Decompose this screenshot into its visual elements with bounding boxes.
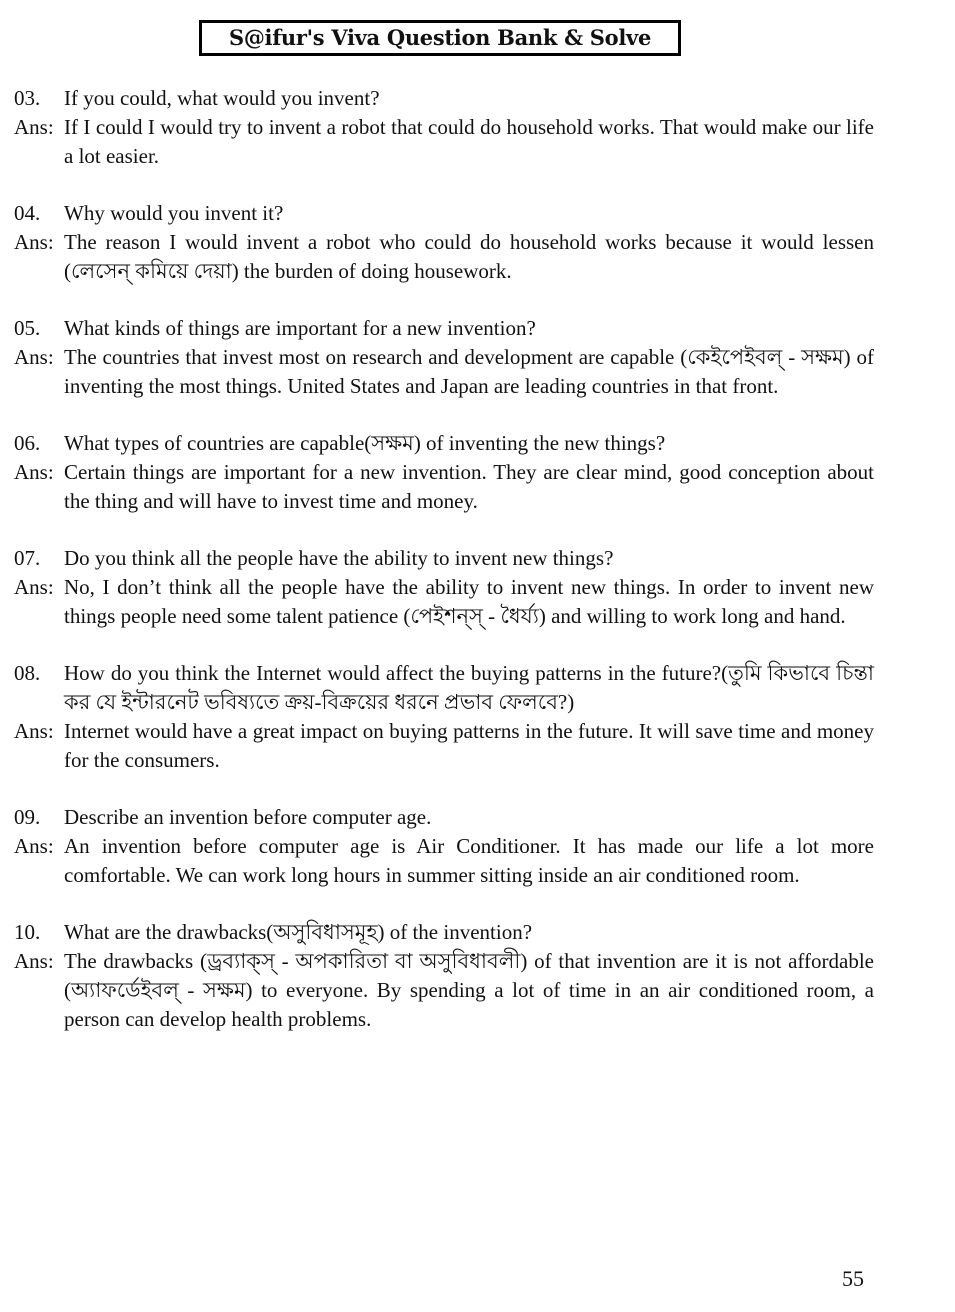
question-number: 07.: [14, 546, 41, 570]
answer-label: Ans:: [14, 834, 54, 858]
answer-text: Certain things are important for a new invention. They are clear mind, good conception about the thing and will have to invest time and money.: [64, 460, 874, 513]
answer-row: [14, 458, 874, 516]
question-text: Describe an invention before computer age.: [64, 805, 432, 829]
question-number: 06.: [14, 431, 41, 455]
qa-item-08: [14, 659, 874, 775]
question-number: 04.: [14, 201, 41, 225]
question-text: What kinds of things are important for a new invention?: [64, 316, 536, 340]
answer-label: Ans:: [14, 949, 54, 973]
qa-item-03: [14, 84, 874, 171]
answer-text: Internet would have a great impact on buying patterns in the future. It will save time and money for the consumers.: [64, 719, 874, 772]
page-title: S@ifur's Viva Question Bank & Solve: [199, 20, 681, 56]
question-text: Do you think all the people have the ability to invent new things?: [64, 546, 614, 570]
question-text: Why would you invent it?: [64, 201, 284, 225]
answer-label: Ans:: [14, 575, 54, 599]
answer-text: No, I don’t think all the people have the ability to invent new things. In order to invent new things people need some talent patience (পেইশন্স্ - ধৈর্য্য) and willing to work long and hand.: [64, 575, 874, 628]
answer-label: Ans:: [14, 719, 54, 743]
answer-row: [14, 573, 874, 631]
answer-text: The countries that invest most on research and development are capable (কেইপেইবল্ - সক্ষম) of inventing the most things. United States and Japan are leading countries in that front.: [64, 345, 874, 398]
question-number: 05.: [14, 316, 41, 340]
page-number: 55: [842, 1266, 864, 1291]
question-text: How do you think the Internet would affect the buying patterns in the future?(তুমি কিভাবে চিন্তা কর যে ইন্টারনেট ভবিষ্যতে ক্রয়-বিক্রয়ের ধরনে প্রভাব ফেলবে?): [64, 661, 874, 714]
answer-row: [14, 947, 874, 1034]
question-row: [14, 544, 874, 573]
answer-text: If I could I would try to invent a robot that could do household works. That would make our life a lot easier.: [64, 115, 874, 168]
answer-row: [14, 228, 874, 286]
question-row: [14, 803, 874, 832]
qa-list: [14, 84, 874, 1062]
answer-text: An invention before computer age is Air Conditioner. It has made our life a lot more comfortable. We can work long hours in summer sitting inside an air conditioned room.: [64, 834, 874, 887]
question-number: 10.: [14, 920, 41, 944]
question-number: 08.: [14, 661, 41, 685]
qa-item-04: [14, 199, 874, 286]
question-row: [14, 199, 874, 228]
answer-text: The reason I would invent a robot who could do household works because it would lessen (লেসেন্ কমিয়ে দেয়া) the burden of doing housework.: [64, 230, 874, 283]
answer-label: Ans:: [14, 345, 54, 369]
answer-row: [14, 113, 874, 171]
question-row: [14, 314, 874, 343]
question-text: If you could, what would you invent?: [64, 86, 380, 110]
question-text: What are the drawbacks(অসুবিধাসমূহ) of the invention?: [64, 920, 533, 944]
question-row: [14, 659, 874, 717]
qa-item-05: [14, 314, 874, 401]
answer-label: Ans:: [14, 460, 54, 484]
question-row: [14, 84, 874, 113]
answer-label: Ans:: [14, 115, 54, 139]
qa-item-07: [14, 544, 874, 631]
qa-item-09: [14, 803, 874, 890]
answer-row: [14, 717, 874, 775]
question-number: 03.: [14, 86, 41, 110]
question-number: 09.: [14, 805, 41, 829]
question-row: [14, 429, 874, 458]
answer-label: Ans:: [14, 230, 54, 254]
answer-row: [14, 832, 874, 890]
answer-row: [14, 343, 874, 401]
answer-text: The drawbacks (ড্রব্যাক্স্ - অপকারিতা বা অসুবিধাবলী) of that invention are it is not affordable (অ্যাফর্ডেইবল্ - সক্ষম) to everyone. By spending a lot of time in an air conditioned room, a person can develop health problems.: [64, 949, 874, 1031]
qa-item-10: [14, 918, 874, 1034]
question-row: [14, 918, 874, 947]
question-text: What types of countries are capable(সক্ষম) of inventing the new things?: [64, 431, 666, 455]
qa-item-06: [14, 429, 874, 516]
